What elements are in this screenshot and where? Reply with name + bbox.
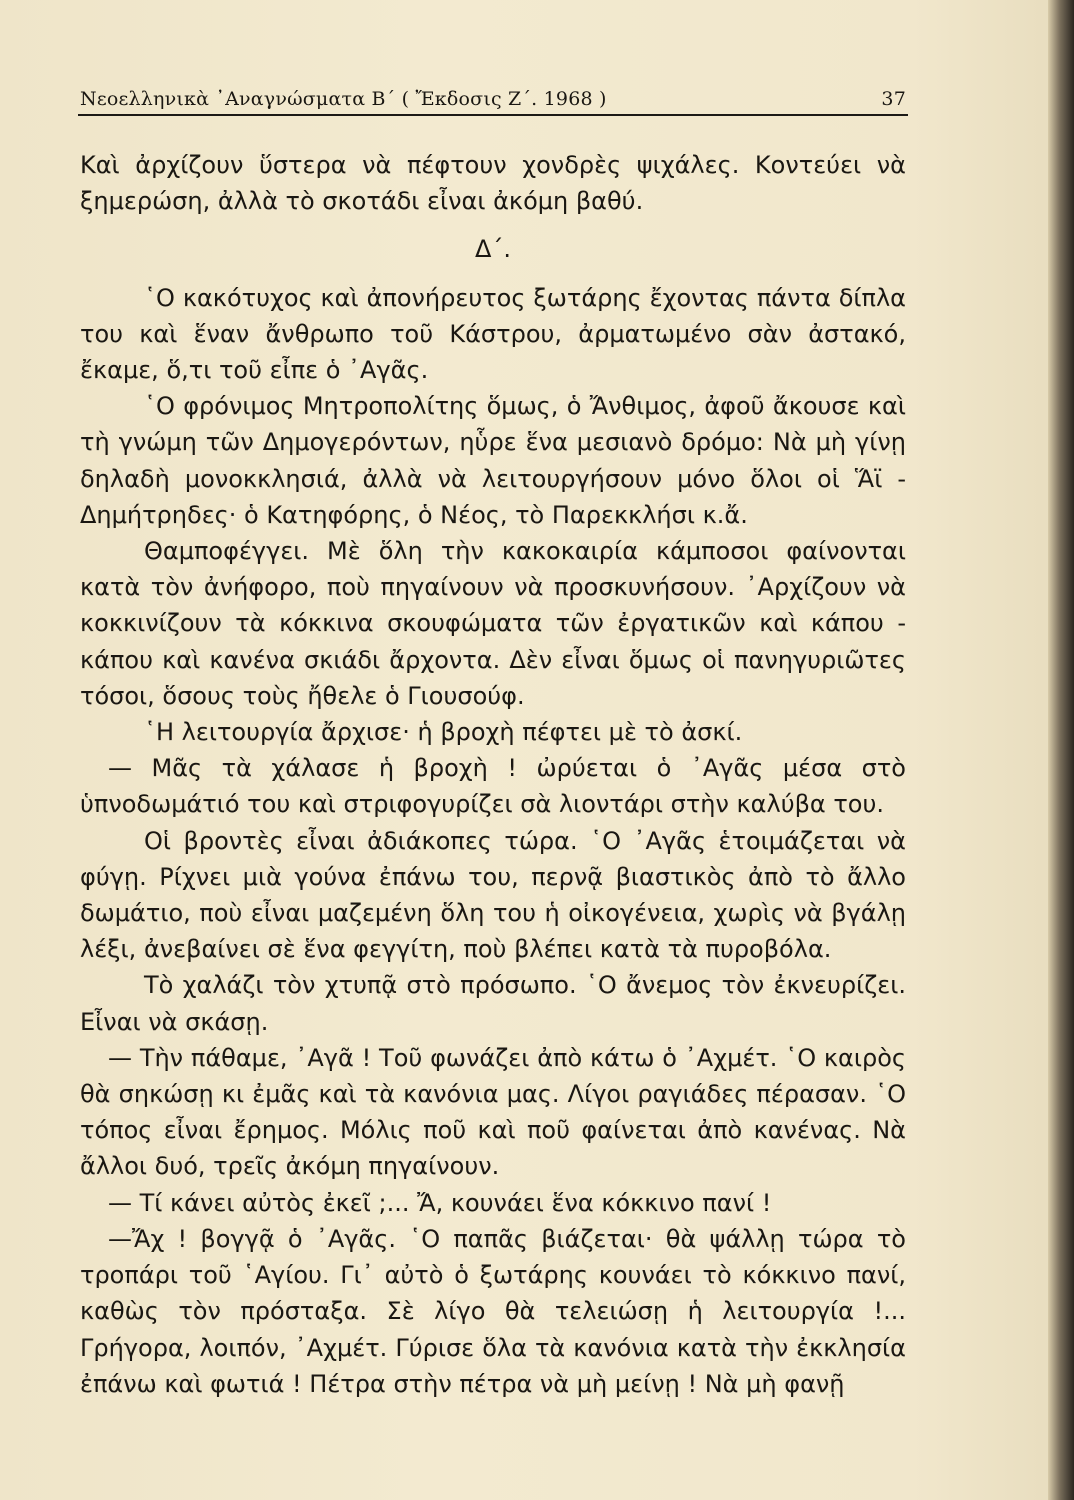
paragraph: ῾Ο κακότυχος καὶ ἀπονήρευτος ξωτάρης ἔχοντας πάντα δίπλα του καὶ ἕναν ἄνθρωπο τοῦ Κάστρου, ἀρματωμένο σὰν ἀστακό, ἔκαμε, ὅ,τι τοῦ εἶπε ὁ ᾿Αγᾶς. [80, 283, 906, 385]
paragraph: Θαμποφέγγει. Μὲ ὅλη τὴν κακοκαιρία κάμποσοι φαίνονται κατὰ τὸν ἀνήφορο, ποὺ πηγαίνουν νὰ προσκυνήσουν. ᾿Αρχίζουν νὰ κοκκινίζουν τὰ κόκκινα σκουφώματα τῶν ἐργατικῶν καὶ κάπου - κάπου καὶ κανένα σκιάδι ἄρχοντα. Δὲν εἶναι ὅμως οἱ πανηγυριῶτες τόσοι, ὅσους τοὺς ἤθελε ὁ Γιουσούφ. [80, 537, 906, 710]
paragraph: Οἱ βροντὲς εἶναι ἀδιάκοπες τώρα. ῾Ο ᾿Αγᾶς ἑτοιμάζεται νὰ φύγῃ. Ρίχνει μιὰ γούνα ἐπάνω του, περνᾷ βιαστικὸς ἀπὸ τὸ ἄλλο δωμάτιο, ποὺ εἶναι μαζεμένη ὅλη του ἡ οἰκογένεια, χωρὶς νὰ βγάλῃ λέξι, ἀνεβαίνει σὲ ἕνα φεγγίτη, ποὺ βλέπει κατὰ τὰ πυροβόλα. [80, 826, 906, 964]
dialogue-paragraph: — Τί κάνει αὐτὸς ἐκεῖ ;... Ἄ, κουνάει ἕνα κόκκινο πανί ! [108, 1188, 772, 1217]
dialogue-paragraph: — Μᾶς τὰ χάλασε ἡ βροχὴ ! ὠρύεται ὁ ᾿Αγᾶς μέσα στὸ ὑπνοδωμάτιό του καὶ στριφογυρίζει σὰ λιοντάρι στὴν καλύβα του. [80, 754, 906, 819]
paragraph: Καὶ ἀρχίζουν ὕστερα νὰ πέφτουν χονδρὲς ψιχάλες. Κοντεύει νὰ ξημερώση, ἀλλὰ τὸ σκοτάδι εἶναι ἀκόμη βαθύ. [80, 151, 906, 216]
section-heading: Δ΄. [474, 235, 512, 264]
page-number: 37 [881, 88, 906, 110]
book-spine-shadow [1048, 0, 1074, 1500]
header-rule [78, 114, 908, 116]
dialogue-paragraph: — Τὴν πάθαμε, ᾿Αγᾶ ! Τοῦ φωνάζει ἀπὸ κάτω ὁ ᾿Αχμέτ. ῾Ο καιρὸς θὰ σηκώσῃ κι ἐμᾶς καὶ τὰ κανόνια μας. Λίγοι ραγιάδες πέρασαν. ῾Ο τόπος εἶναι ἔρημος. Μόλις ποῦ καὶ ποῦ φαίνεται ἀπὸ κανένας. Νὰ ἄλλοι δυό, τρεῖς ἀκόμη πηγαίνουν. [80, 1043, 906, 1181]
paragraph: ῾Ο φρόνιμος Μητροπολίτης ὅμως, ὁ Ἄνθιμος, ἀφοῦ ἄκουσε καὶ τὴ γνώμη τῶν Δημογερόντων, ηὗρε ἕνα μεσιανὸ δρόμο: Νὰ μὴ γίνῃ δηλαδὴ μονοκκλησιά, ἀλλὰ νὰ λειτουργήσουν μόνο ὅλοι οἱ Ἅϊ - Δημήτρηδες· ὁ Κατηφόρης, ὁ Νέος, τὸ Παρεκκλήσι κ.ἄ. [80, 392, 906, 529]
running-header-title: Νεοελληνικὰ ᾿Αναγνώσματα Β΄ ( Ἔκδοσις Ζ΄. 1968 ) [80, 88, 607, 110]
dialogue-paragraph: —Ἄχ ! βογγᾷ ὁ ᾿Αγᾶς. ῾Ο παπᾶς βιάζεται· θὰ ψάλλῃ τώρα τὸ τροπάρι τοῦ ῾Αγίου. Γι᾿ αὐτὸ ὁ ξωτάρης κουνάει τὸ κόκκινο πανί, καθὼς τὸν πρόσταξα. Σὲ λίγο θὰ τελειώσῃ ἡ λειτουργία !... Γρήγορα, λοιπόν, ᾿Αχμέτ. Γύρισε ὅλα τὰ κανόνια κατὰ τὴν ἐκκλησία ἐπάνω καὶ φωτιά ! Πέτρα στὴν πέτρα νὰ μὴ μείνῃ ! Νὰ μὴ φανῇ [80, 1224, 906, 1398]
paragraph: ῾Η λειτουργία ἄρχισε· ἡ βροχὴ πέφτει μὲ τὸ ἀσκί. [144, 718, 743, 747]
body-text [80, 147, 906, 1402]
paragraph: Τὸ χαλάζι τὸν χτυπᾷ στὸ πρόσωπο. ῾Ο ἄνεμος τὸν ἐκνευρίζει. Εἶναι νὰ σκάσῃ. [80, 971, 906, 1036]
